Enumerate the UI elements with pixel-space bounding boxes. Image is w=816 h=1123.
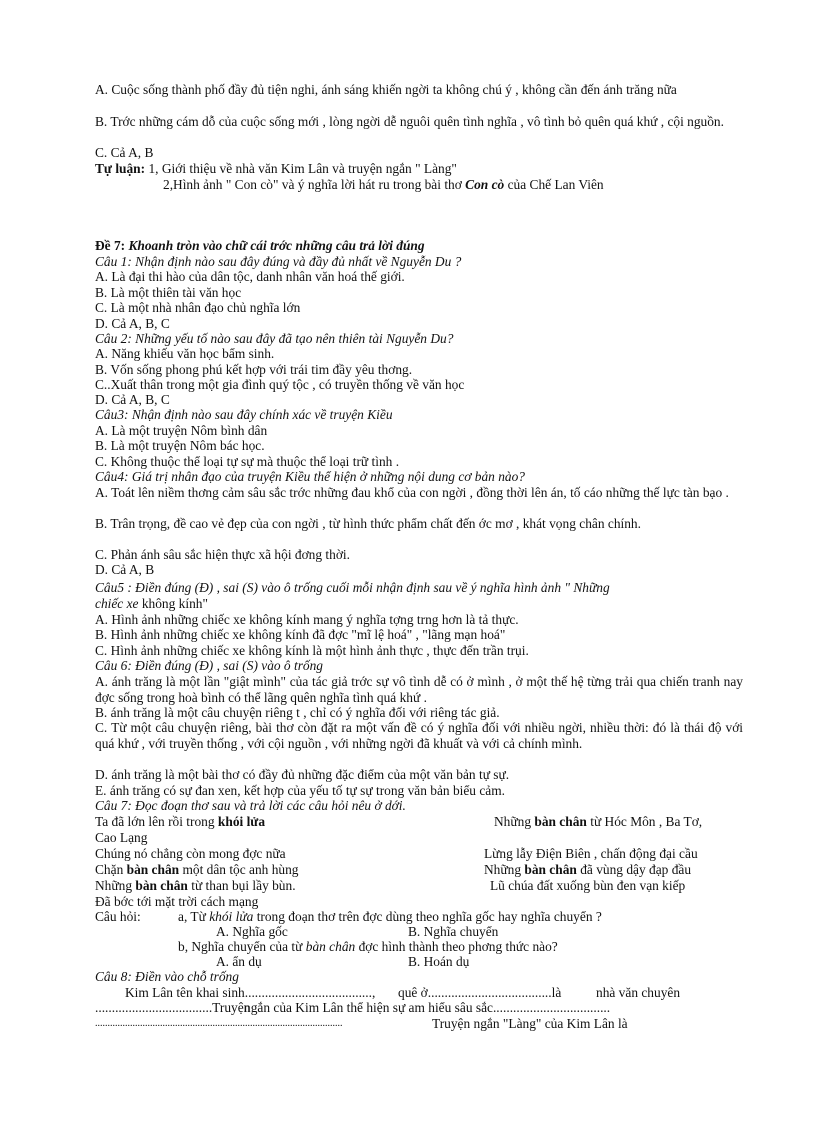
q5-question-italic: chiếc xe bbox=[95, 596, 139, 611]
q7-sub-b-option-a: A. ẩn dụ bbox=[216, 954, 262, 969]
poem-keyword: bàn chân bbox=[135, 878, 188, 893]
q1-option-c: C. Là một nhà nhân đạo chủ nghĩa lớn bbox=[95, 300, 301, 315]
poem-right-line-4: Lũ chúa đất xuống bùn đen vạn kiếp bbox=[490, 878, 686, 893]
prev-option-b: B. Trớc những cám dỗ của cuộc sống mới , lòng ngời dễ nguôi quên tình nghĩa , vô tình bỏ quên quá khứ , cội nguồn. bbox=[95, 114, 724, 129]
essay-line-2 bbox=[163, 177, 604, 193]
essay-item-2-prefix: 2,Hình ảnh " Con cò" và ý nghĩa lời hát ru trong bài thơ bbox=[163, 177, 462, 192]
q2-option-a: A. Năng khiếu văn học bẩm sinh. bbox=[95, 346, 275, 361]
q8-question: Câu 8: Điền vào chỗ trống bbox=[95, 969, 239, 984]
poem-keyword: bàn chân bbox=[534, 814, 587, 829]
q3-question: Câu3: Nhận định nào sau đây chính xác về truyện Kiều bbox=[95, 407, 393, 422]
poem-keyword: bàn chân bbox=[126, 862, 180, 877]
q5-question-line-1: Câu5 : Điền đúng (Đ) , sai (S) vào ô trống cuối mỗi nhận định sau về ý nghĩa hình ảnh " Những bbox=[95, 580, 610, 595]
poem-keyword: bàn chân bbox=[524, 862, 577, 877]
poem-left-line-1 bbox=[95, 814, 265, 830]
q2-option-d: D. Cả A, B, C bbox=[95, 392, 170, 407]
sub-question-keyword: bàn chân bbox=[305, 939, 356, 954]
poem-keyword: khói lửa bbox=[217, 814, 266, 829]
q7-sub-b bbox=[178, 939, 558, 955]
q2-option-c: C..Xuất thân trong một gia đình quý tộc , có truyền thống về văn học bbox=[95, 377, 465, 392]
q3-option-b: B. Là một truyện Nôm bác học. bbox=[95, 438, 265, 453]
exam7-heading bbox=[95, 238, 425, 254]
q5-option-a: A. Hình ảnh những chiếc xe không kính mang ý nghĩa tợng trng hơn là tả thực. bbox=[95, 612, 519, 627]
q7-sub-label: Câu hỏi: bbox=[95, 909, 141, 924]
sub-question-text: b, Nghĩa chuyển của từ bbox=[178, 939, 303, 954]
poem-text: từ Hóc Môn , Ba Tơ, bbox=[590, 814, 703, 829]
q7-question: Câu 7: Đọc đoạn thơ sau và trả lời các câu hỏi nêu ở dới. bbox=[95, 798, 406, 813]
poem-text: từ than bụi lầy bùn. bbox=[191, 878, 296, 893]
poem-text: Những bbox=[95, 878, 133, 893]
q8-line-1-part-c: nhà văn chuyên bbox=[596, 985, 681, 1000]
q4-option-a: A. Toát lên niềm thơng cảm sâu sắc trớc những đau khổ của con ngời , đồng thời lên án, tố cáo những thế lực tàn bạo . bbox=[95, 485, 729, 500]
q6-option-e: E. ánh trăng có sự đan xen, kết hợp của yếu tố tự sự trong văn bản biểu cảm. bbox=[95, 783, 506, 798]
q8-line-1-part-a: Kim Lân tên khai sinh......................................, bbox=[125, 985, 376, 1000]
q8-line-3-dots: ................................................................................................... bbox=[95, 1018, 343, 1029]
q5-question-rest: không kính" bbox=[141, 596, 208, 611]
poem-text: đã vùng dậy đạp đầu bbox=[580, 862, 692, 877]
q6-option-c: C. Từ một câu chuyện riêng, bài thơ còn đặt ra một vấn đề có ý nghĩa đối với nhiều ngời, nhiều thời: đó là thái độ với quá khứ , với truyền thống , với cội nguồn , với những ngời đã khuất và với cả chính mình. bbox=[95, 720, 743, 751]
q1-option-b: B. Là một thiên tài văn học bbox=[95, 285, 242, 300]
q3-option-c: C. Không thuộc thể loại tự sự mà thuộc thể loại trữ tình . bbox=[95, 454, 400, 469]
poem-text: Những bbox=[484, 862, 522, 877]
poem-right-line-3 bbox=[484, 862, 691, 878]
q4-option-d: D. Cả A, B bbox=[95, 562, 155, 577]
essay-label: Tự luận: bbox=[95, 161, 146, 176]
q5-question-line-2 bbox=[95, 596, 208, 612]
q4-question: Câu4: Giá trị nhân đạo của truyện Kiều thể hiện ở những nội dung cơ bản nào? bbox=[95, 469, 525, 484]
sub-question-keyword: khói lửa bbox=[209, 909, 254, 924]
sub-question-text: trong đoạn thơ trên đợc dùng theo nghĩa gốc hay nghĩa chuyển ? bbox=[256, 909, 602, 924]
poem-left-line-2: Chúng nó chẳng còn mong đợc nữa bbox=[95, 846, 286, 861]
poem-left-line-3 bbox=[95, 862, 299, 878]
q1-option-d: D. Cả A, B, C bbox=[95, 316, 170, 331]
q4-option-c: C. Phản ánh sâu sắc hiện thực xã hội đơng thời. bbox=[95, 547, 350, 562]
exam7-label: Đề 7: bbox=[95, 238, 126, 253]
q6-option-a: A. ánh trăng là một lần "giật mình" của tác giả trớc sự vô tình dễ có ở mình , ở một thế hệ từng trải qua chiến tranh nay đợc sống trong hoà bình có thể lãng quên nghĩa tình quá khứ . bbox=[95, 674, 743, 705]
q6-question: Câu 6: Điền đúng (Đ) , sai (S) vào ô trống bbox=[95, 658, 323, 673]
poem-text: Ta đã lớn lên rồi trong bbox=[95, 814, 215, 829]
q1-question: Câu 1: Nhận định nào sau đây đúng và đầy đủ nhất về Nguyễn Du ? bbox=[95, 254, 462, 269]
poem-text: Chặn bbox=[95, 862, 124, 877]
exam7-instruction: Khoanh tròn vào chữ cái trớc những câu trả lời đúng bbox=[128, 238, 425, 253]
poem-right-line-1b: Cao Lạng bbox=[95, 830, 148, 845]
q5-option-c: C. Hình ảnh những chiếc xe không kính là một hình ảnh thực , thực đến trần trụi. bbox=[95, 643, 529, 658]
prev-option-a: A. Cuộc sống thành phố đầy đủ tiện nghi, ánh sáng khiến ngời ta không chú ý , không cần đến ánh trăng nữa bbox=[95, 82, 677, 97]
poem-left-line-4 bbox=[95, 878, 296, 894]
q7-sub-a-option-a: A. Nghĩa gốc bbox=[216, 924, 288, 939]
q7-sub-a bbox=[178, 909, 602, 925]
q6-option-d: D. ánh trăng là một bài thơ có đầy đủ những đặc điểm của một văn bản tự sự. bbox=[95, 767, 510, 782]
q1-option-a: A. Là đại thi hào của dân tộc, danh nhân văn hoá thế giới. bbox=[95, 269, 405, 284]
q3-option-a: A. Là một truyện Nôm bình dân bbox=[95, 423, 268, 438]
q8-line-1-part-b: quê ở.....................................là bbox=[398, 985, 562, 1000]
q2-question: Câu 2: Những yếu tố nào sau đây đã tạo nên thiên tài Nguyễn Du? bbox=[95, 331, 454, 346]
essay-item-2-suffix: của Chế Lan Viên bbox=[507, 177, 604, 192]
poem-right-line-1 bbox=[494, 814, 702, 830]
poem-text: Những bbox=[494, 814, 532, 829]
q7-sub-b-option-b: B. Hoán dụ bbox=[408, 954, 470, 969]
poem-text: một dân tộc anh hùng bbox=[182, 862, 299, 877]
poem-right-line-2: Lừng lẫy Điện Biên , chấn động đại cầu bbox=[484, 846, 698, 861]
q2-option-b: B. Vốn sống phong phú kết hợp với trái tim đầy yêu thơng. bbox=[95, 362, 413, 377]
q5-option-b: B. Hình ảnh những chiếc xe không kính đã đợc "mĩ lệ hoá" , "lãng mạn hoá" bbox=[95, 627, 506, 642]
q8-line-2-part-b: ngắn của Kim Lân thể hiện sự am hiểu sâu sắc................................... bbox=[244, 1000, 611, 1015]
poem-left-line-5: Đã bớc tới mặt trời cách mạng bbox=[95, 894, 259, 909]
q8-line-3-part-b: Truyện ngắn "Làng" của Kim Lân là bbox=[432, 1016, 628, 1031]
prev-option-c: C. Cả A, B bbox=[95, 145, 154, 160]
essay-item-2-title: Con cò bbox=[465, 177, 505, 192]
essay-line-1 bbox=[95, 161, 457, 177]
essay-item-1: 1, Giới thiệu về nhà văn Kim Lân và truyện ngắn " Làng" bbox=[148, 161, 457, 176]
sub-question-text: a, Từ bbox=[178, 909, 206, 924]
q6-option-b: B. ánh trăng là một câu chuyện riêng t , chỉ có ý nghĩa đối với riêng tác giả. bbox=[95, 705, 500, 720]
sub-question-text: đợc hình thành theo phơng thức nào? bbox=[358, 939, 558, 954]
q8-line-2-part-a: ...................................Truyện bbox=[95, 1000, 251, 1015]
q4-option-b: B. Trân trọng, đề cao vẻ đẹp của con ngời , từ hình thức phẩm chất đến ớc mơ , khát vọng chân chính. bbox=[95, 516, 641, 531]
q7-sub-a-option-b: B. Nghĩa chuyển bbox=[408, 924, 499, 939]
